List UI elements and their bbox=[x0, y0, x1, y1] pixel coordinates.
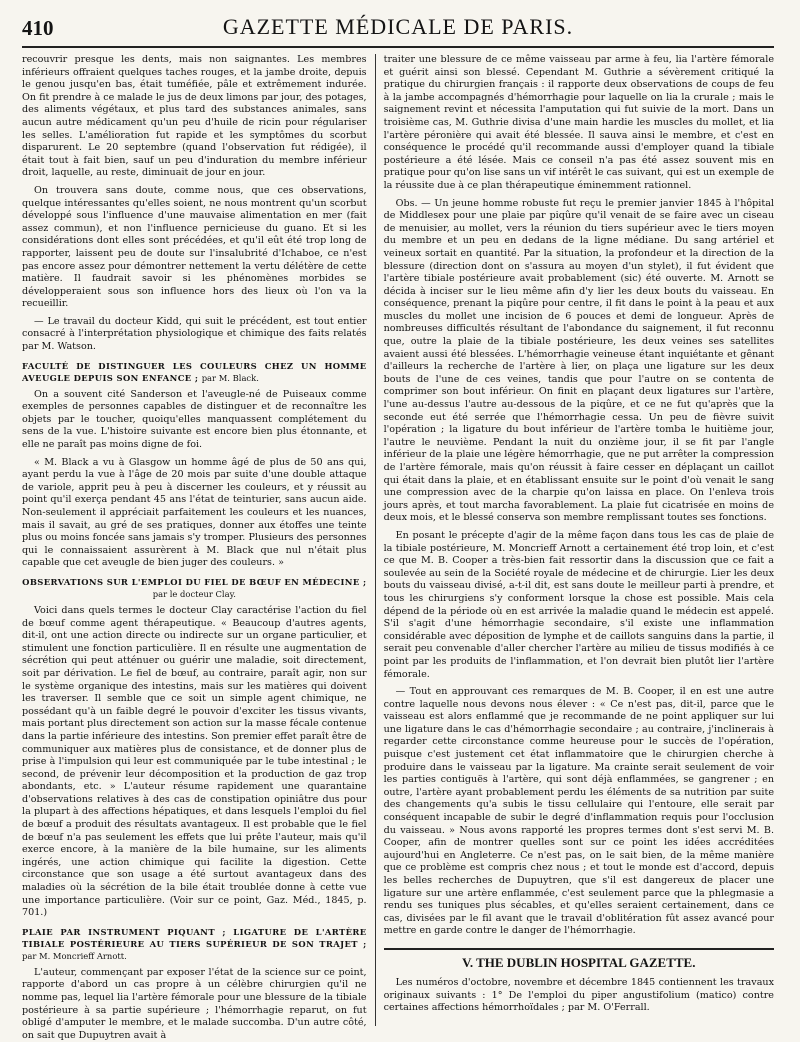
paragraph: recouvrir presque les dents, mais non saignantes. Les membres inférieurs offraient quelques taches rouges, et la jambe droite, depuis le genou jusqu'en bas, était tuméfiée, pâle et extrêmement indurée. On fit prendre à ce malade le jus de deux limons par jour, des potages, des aliments végétaux, et plus tard des substances animales, sans aucun autre médicament qu'un peu d'huile de ricin pour régulariser les selles. L'amélioration fut rapide et les symptômes du scorbut disparurent. Le 20 septembre (quand l'observation fut rédigée), il était tout à fait bien, sauf un peu d'induration du membre inférieur droit, laquelle, au reste, diminuait de jour en jour. bbox=[22, 54, 367, 179]
paragraph: traiter une blessure de ce même vaisseau par arme à feu, lia l'artère fémorale et guérit ainsi son blessé. Cependant M. Guthrie a sévèrement critiqué la pratique du chirurgien français : il rapporte deux observations de coups de feu à la jambe accompagnés d'hémorrhagie pour laquelle on lia la crurale ; mais le saignement revint et nécessita l'amputation qui fut suivie de la mort. Dans un troisième cas, M. Guthrie divisa d'une main hardie les muscles du mollet, et lia l'artère péronière qui avait été blessée. Il sauva ainsi le membre, et c'est en conséquence le procédé qu'il recommande aussi d'employer quand la tibiale postérieure a été lésée. Mais ce conseil n'a pas été assez souvent mis en pratique pour qu'on lise sans un vif intérêt le cas suivant, qui est un exemple de la réussite due à ce plan thérapeutique éminemment rationnel. bbox=[383, 54, 775, 191]
paragraph: L'auteur, commençant par exposer l'état de la science sur ce point, rapporte d'abord un cas propre à un célèbre chirurgien qu'il ne nomme pas, lequel lia l'artère fémorale pour une blessure de la tibiale postérieure à sa partie supérieure ; l'hémorrhagie reparut, on fut obligé d'amputer le membre, et le malade succomba. D'un autre côté, on sait que Dupuytren avait à bbox=[22, 966, 367, 1041]
paragraph: On a souvent cité Sanderson et l'aveugle-né de Puiseaux comme exemples de personnes capables de distinguer et de reconnaître les objets par le toucher, quoiqu'elles manquassent complétement du sens de la vue. L'histoire suivante est encore bien plus étonnante, et elle ne paraît pas moins digne de foi. bbox=[22, 388, 367, 451]
left-column bbox=[22, 54, 367, 1041]
page-header bbox=[22, 12, 774, 48]
paragraph: Les numéros d'octobre, novembre et décembre 1845 contiennent les travaux originaux suivants : 1° De l'emploi du piper angustifolium (matico) contre certaines affections hémorrhoïdales ; par M. O'Ferrall. bbox=[383, 976, 774, 1014]
paragraph: « M. Black a vu à Glasgow un homme âgé de plus de 50 ans qui, ayant perdu la vue à l'âge de 20 mois par suite d'une double attaque de variole, apprit peu à peu à discerner les couleurs, et y réussit au point qu'il exerça pendant 45 ans l'état de teinturier, sans aucun aide. Non-seulement il appréciait parfaitement les couleurs et les nuances, mais il savait, au gré de ses pratiques, donner aux étoffes une teinte plus ou moins foncée sans jamais s'y tromper. Plusieurs des personnes qui le connaissaient assurèrent à M. Black que nul n'était plus capable que cet aveugle de bien juger des couleurs. » bbox=[22, 456, 367, 569]
paragraph: En posant le précepte d'agir de la même façon dans tous les cas de plaie de la tibiale postérieure, M. Moncrieff Arnott a certainement été trop loin, et c'est ce que M. B. Cooper a très-bien fait ressortir dans la discussion que ce fait a soulevée au sein de la Société royale de médecine et de chirurgie. Lier les deux bouts du vaisseau divisé, a-t-il dit, est sans doute le meilleur parti à prendre, et tous les chirurgiens s'y conforment lorsque la chose est possible. Mais cela dépend de la période où en est arrivée la maladie quand le médecin est appelé. S'il s'agit d'une hémorrhagie secondaire, s'il existe une inflammation considérable avec déposition de lymphe et de caillots sanguins dans la partie, il serait peu convenable d'aller chercher l'artère au milieu de tissus modifiés à ce point par les produits de l'inflammation, et l'on devrait bien plutôt lier l'artère fémorale. bbox=[383, 529, 774, 680]
section-title: PLAIE PAR INSTRUMENT PIQUANT ; LIGATURE DE L'ARTÈRE TIBIALE POSTÉRIEURE AU TIERS SUPÉRIEUR DE SON TRAJET ; bbox=[22, 926, 367, 949]
section-title: OBSERVATIONS SUR L'EMPLOI DU FIEL DE BŒUF EN MÉDECINE ; bbox=[22, 576, 367, 587]
section-author: par M. Black. bbox=[201, 372, 259, 383]
section-heading bbox=[22, 926, 367, 962]
text-columns bbox=[22, 54, 775, 1041]
column-rule bbox=[375, 54, 376, 1026]
page-number: 410 bbox=[22, 16, 54, 40]
section-heading bbox=[22, 576, 367, 600]
section-author: par le docteur Clay. bbox=[152, 588, 236, 599]
section-title: FACULTÉ DE DISTINGUER LES COULEURS CHEZ UN HOMME AVEUGLE DEPUIS SON ENFANCE ; bbox=[22, 360, 367, 383]
section-heading-dublin: V. THE DUBLIN HOSPITAL GAZETTE. bbox=[384, 948, 774, 971]
paragraph: On trouvera sans doute, comme nous, que ces observations, quelque intéressantes qu'elles soient, ne nous montrent qu'un scorbut développé sous l'influence d'une mauvaise alimentation en mer (fait assez commun), et non l'influence pernicieuse du guano. Et si les considérations dont elles sont précédées, et qu'il eût été trop long de rapporter, laissent peu de doute sur l'insalubrité d'Ichaboe, ce n'est pas encore assez pour démontrer nettement la vertu délétère de cette matière. Il faudrait savoir si les phénomènes morbides se développeraient sous son influence hors des lieux où l'on va la recueillir. bbox=[22, 184, 367, 310]
paragraph: Obs. — Un jeune homme robuste fut reçu le premier janvier 1845 à l'hôpital de Middlesex pour une plaie par piqûre qu'il venait de se faire avec un ciseau de menuisier, au mollet, vers la réunion du tiers supérieur avec le tiers moyen du membre et un peu en dedans de la ligne médiane. Du sang artériel et veineux sortait en quantité. Par la situation, la profondeur et la direction de la blessure (direction dont on s'assura au moyen d'un stylet), il fut évident que l'artère tibiale postérieure avait probablement (sic) été ouverte. M. Arnott se décida à inciser sur le lieu même afin d'y lier les deux bouts du vaisseau. En conséquence, prenant la piqûre pour centre, il fit dans le point à la peau et aux muscles du mollet une incision de 6 pouces et demi de longueur. Après de nombreuses difficultés résultant de l'abondance du saignement, il fut reconnu que, outre la plaie de la tibiale postérieure, les deux veines ses satellites avaient aussi été blessées. L'hémorrhagie veineuse étant inquiétante et gênant d'ailleurs la recherche de l'artère à lier, on plaça une ligature sur les deux bouts de l'une de ces veines, tandis que pour l'autre on se contenta de comprimer son bout inférieur. On finit en plaçant deux ligatures sur l'artère, l'une au-dessus l'autre au-dessous de la piqûre, et ce ne fut qu'après que la seconde eut été serrée que l'hémorrhagie cessa. Un peu de fièvre suivit l'opération ; la ligature du bout inférieur de l'artère tomba le huitième jour, l'autre le neuvième. Pendant la nuit du onzième jour, il se fit par l'angle inférieur de la plaie une légère hémorrhagie, que ne put arrêter la compression de l'artère fémorale, mais qu'on réussit à faire cesser en déplaçant un caillot qui était dans la plaie, et en établissant ensuite sur le point d'où venait le sang une compression avec de la charpie qu'on laissa en place. On l'enleva trois jours après, et tout marcha favorablement. La plaie fut cicatrisée en moins de deux mois, et le blessé conserva son membre remplissant toutes ses fonctions. bbox=[383, 197, 774, 524]
journal-title: GAZETTE MÉDICALE DE PARIS. bbox=[222, 14, 574, 39]
paragraph: Voici dans quels termes le docteur Clay caractérise l'action du fiel de bœuf comme agent thérapeutique. « Beaucoup d'autres agents, dit-il, ont une action directe ou indirecte sur un organe particulier, et stimulent une fonction particulière. Il en résulte une augmentation de sécrétion qui peut atténuer ou guérir une maladie, soit directement, soit par dérivation. Le fiel de bœuf, au contraire, paraît agir, non sur le système organique des intestins, mais sur les matières qui doivent les traverser. Il semble que ce soit un simple agent chimique, ne possédant qu'à un faible degré le pouvoir d'exciter les tissus vivants, mais portant plus directement son action sur la masse fécale contenue dans la partie inférieure des intestins. Son premier effet paraît être de communiquer aux matières plus de consistance, et de donner plus de prise à l'impulsion qui leur est communiquée par le tube intestinal ; le second, de prévenir leur décomposition et la production de gaz trop abondants, etc. » L'auteur résume rapidement une quarantaine d'observations relatives à des cas de constipation opiniâtre dus pour la plupart à des affections hépatiques, et dans lesquels l'emploi du fiel de bœuf a produit des résultats avantageux. Il est probable que le fiel de bœuf n'a pas seulement les effets que lui prête l'auteur, mais qu'il exerce encore, à la manière de la bile humaine, sur les aliments ingérés, une action chimique qui facilite la digestion. Cette circonstance que son usage a été surtout avantageux dans des maladies où la sécrétion de la bile était troublée donne à cette vue une importance particulière. (Voir sur ce point, Gaz. Méd., 1845, p. 701.) bbox=[22, 604, 367, 919]
paragraph: — Tout en approuvant ces remarques de M. B. Cooper, il en est une autre contre laquelle nous devons nous élever : « Ce n'est pas, dit-il, parce que le vaisseau est alors enflammé que je recommande de ne point appliquer sur lui une ligature dans le cas d'hémorrhagie secondaire ; au contraire, j'inclinerais à regarder cette circonstance comme heureuse pour le succès de l'opération, puisque c'est justement cet état inflammatoire que le chirurgien cherche à produire dans le vaisseau par la ligature. Ma crainte serait seulement de voir les parties contiguës à l'artère, qui sont déjà enflammées, se gangrener ; en outre, l'artère ayant probablement perdu les éléments de sa nutrition par suite des changements qu'a subis le tissu cellulaire qui l'entoure, elle serait par conséquent incapable de subir le degré d'inflammation requis pour l'occlusion du vaisseau. » Nous avons rapporté les propres termes dont s'est servi M. B. Cooper, afin de montrer quelles sont sur ce point les idées accréditées aujourd'hui en Angleterre. Ce n'est pas, on le sait bien, de la même manière que ce problème est compris chez nous ; et tout le monde est d'accord, depuis les belles recherches de Dupuytren, que s'il est dangereux de placer une ligature sur une artère enflammée, c'est seulement parce que la phlegmasie a rendu ses tuniques plus sécables, et qu'elles seraient certainement, dans ce cas, divisées par le fil avant que le travail d'oblitération fût assez avancé pour mettre en garde contre le danger de l'hémorrhagie. bbox=[383, 686, 774, 937]
paragraph: — Le travail du docteur Kidd, qui suit le précédent, est tout entier consacré à l'interprétation physiologique et chimique des faits relatés par M. Watson. bbox=[22, 315, 367, 353]
section-author: par M. Moncrieff Arnott. bbox=[22, 950, 127, 961]
right-column bbox=[384, 54, 774, 1026]
section-heading bbox=[22, 360, 367, 384]
